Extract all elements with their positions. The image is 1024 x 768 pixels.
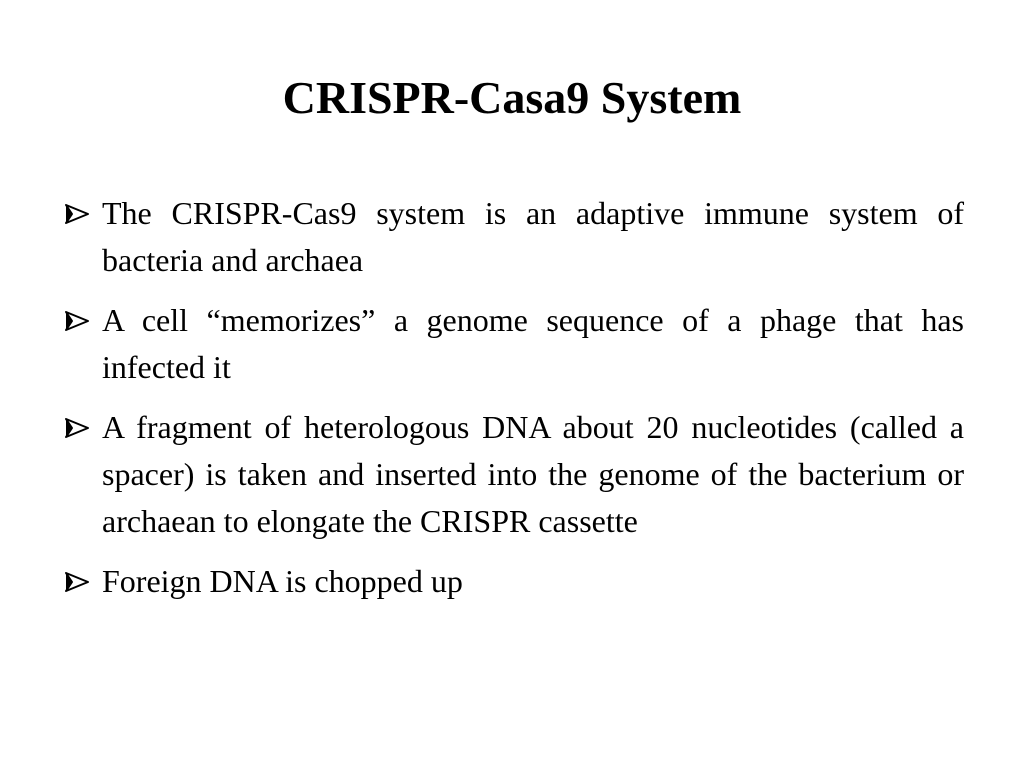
slide-title: CRISPR-Casa9 System [282,72,742,123]
bullet-list [64,190,964,618]
bullet-text: The CRISPR-Cas9 system is an adaptive immune system of bacteria and archaea [102,195,964,278]
bullet-item [64,558,964,605]
arrowhead-bullet-icon [64,417,90,439]
bullet-item [64,190,964,284]
arrowhead-bullet-icon [64,310,90,332]
bullet-text: Foreign DNA is chopped up [102,563,463,599]
arrowhead-bullet-icon [64,203,90,225]
bullet-item [64,297,964,391]
bullet-text: A fragment of heterologous DNA about 20 nucleotides (called a spacer) is taken and inserted into the genome of the bacterium or archaean to elongate the CRISPR cassette [102,409,964,539]
bullet-item [64,404,964,545]
arrowhead-bullet-icon [64,571,90,593]
bullet-text: A cell “memorizes” a genome sequence of a phage that has infected it [102,302,964,385]
